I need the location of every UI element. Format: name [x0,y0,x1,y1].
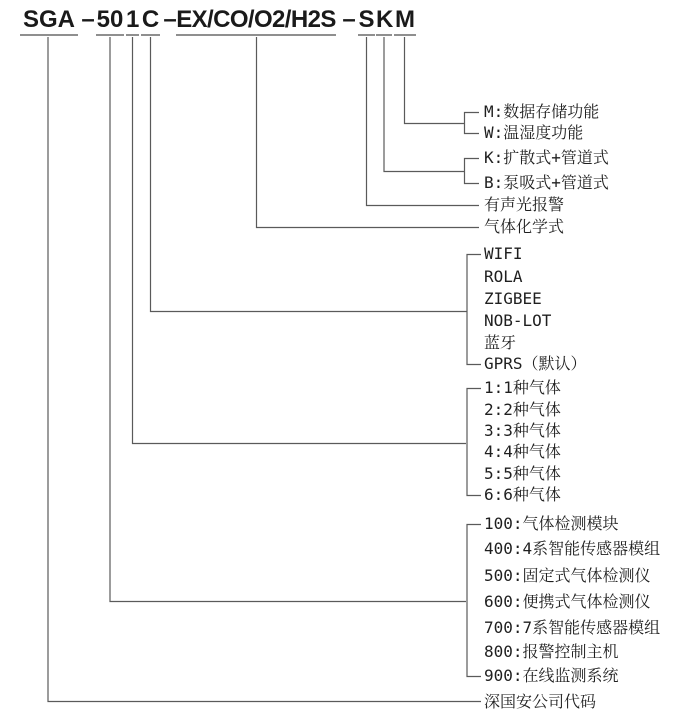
series-option-100: 100:气体检测模块 [484,514,619,533]
code-separator: – [163,6,177,33]
gas-count-option-4: 4:4种气体 [484,442,561,461]
comm-option-zigbee: ZIGBEE [484,289,542,308]
alarm-label: 有声光报警 [484,195,565,214]
gas-count-option-1: 1:1种气体 [484,378,561,397]
sampling-connector-line [384,37,465,172]
storage-option-w: W:温湿度功能 [484,123,584,142]
sampling-option-b: B:泵吸式+管道式 [484,173,609,192]
series-option-400: 400:4系智能传感器模组 [484,539,661,558]
code-sampling-segment: K [376,7,392,36]
code-storage-segment: M [394,7,416,36]
comm-option-wifi: WIFI [484,244,523,263]
series-option-800: 800:报警控制主机 [484,642,619,661]
gas-count-option-3: 3:3种气体 [484,421,561,440]
gas-count-bracket [467,389,481,496]
comm-option-gprs: GPRS（默认） [484,354,587,373]
gas-count-connector-line [133,37,467,444]
alarm-connector-line [367,37,480,206]
gas-count-option-5: 5:5种气体 [484,464,561,483]
code-company-segment: SGA [20,7,78,36]
gas-count-option-6: 6:6种气体 [484,485,561,504]
code-separator: – [81,6,95,33]
series-option-500: 500:固定式气体检测仪 [484,566,651,585]
company-label: 深国安公司代码 [484,692,597,711]
code-alarm-segment: S [358,7,375,36]
series-option-700: 700:7系智能传感器模组 [484,618,661,637]
gas-formula-connector-line [257,37,480,228]
comm-connector-line [151,37,468,312]
comm-bracket [467,255,481,365]
comm-option-rola: ROLA [484,267,523,286]
sampling-bracket [465,159,480,184]
code-comm-segment: C [141,7,160,36]
comm-option-nob-lot: NOB-LOT [484,311,552,330]
series-connector-line [110,37,466,602]
series-option-600: 600:便携式气体检测仪 [484,592,651,611]
storage-option-m: M:数据存储功能 [484,102,600,121]
code-gas-formula-segment: EX/CO/O2/H2S [176,7,336,36]
code-gas-count-segment: 1 [126,7,139,36]
code-series-segment: 50 [96,7,124,36]
series-option-900: 900:在线监测系统 [484,666,619,685]
storage-bracket [465,113,480,134]
comm-option-bluetooth: 蓝牙 [484,333,517,352]
sampling-option-k: K:扩散式+管道式 [484,148,609,167]
series-bracket [467,525,481,677]
gas-count-option-2: 2:2种气体 [484,400,561,419]
storage-connector-line [405,37,465,124]
gas-formula-label: 气体化学式 [484,217,565,236]
code-separator: – [342,6,356,33]
